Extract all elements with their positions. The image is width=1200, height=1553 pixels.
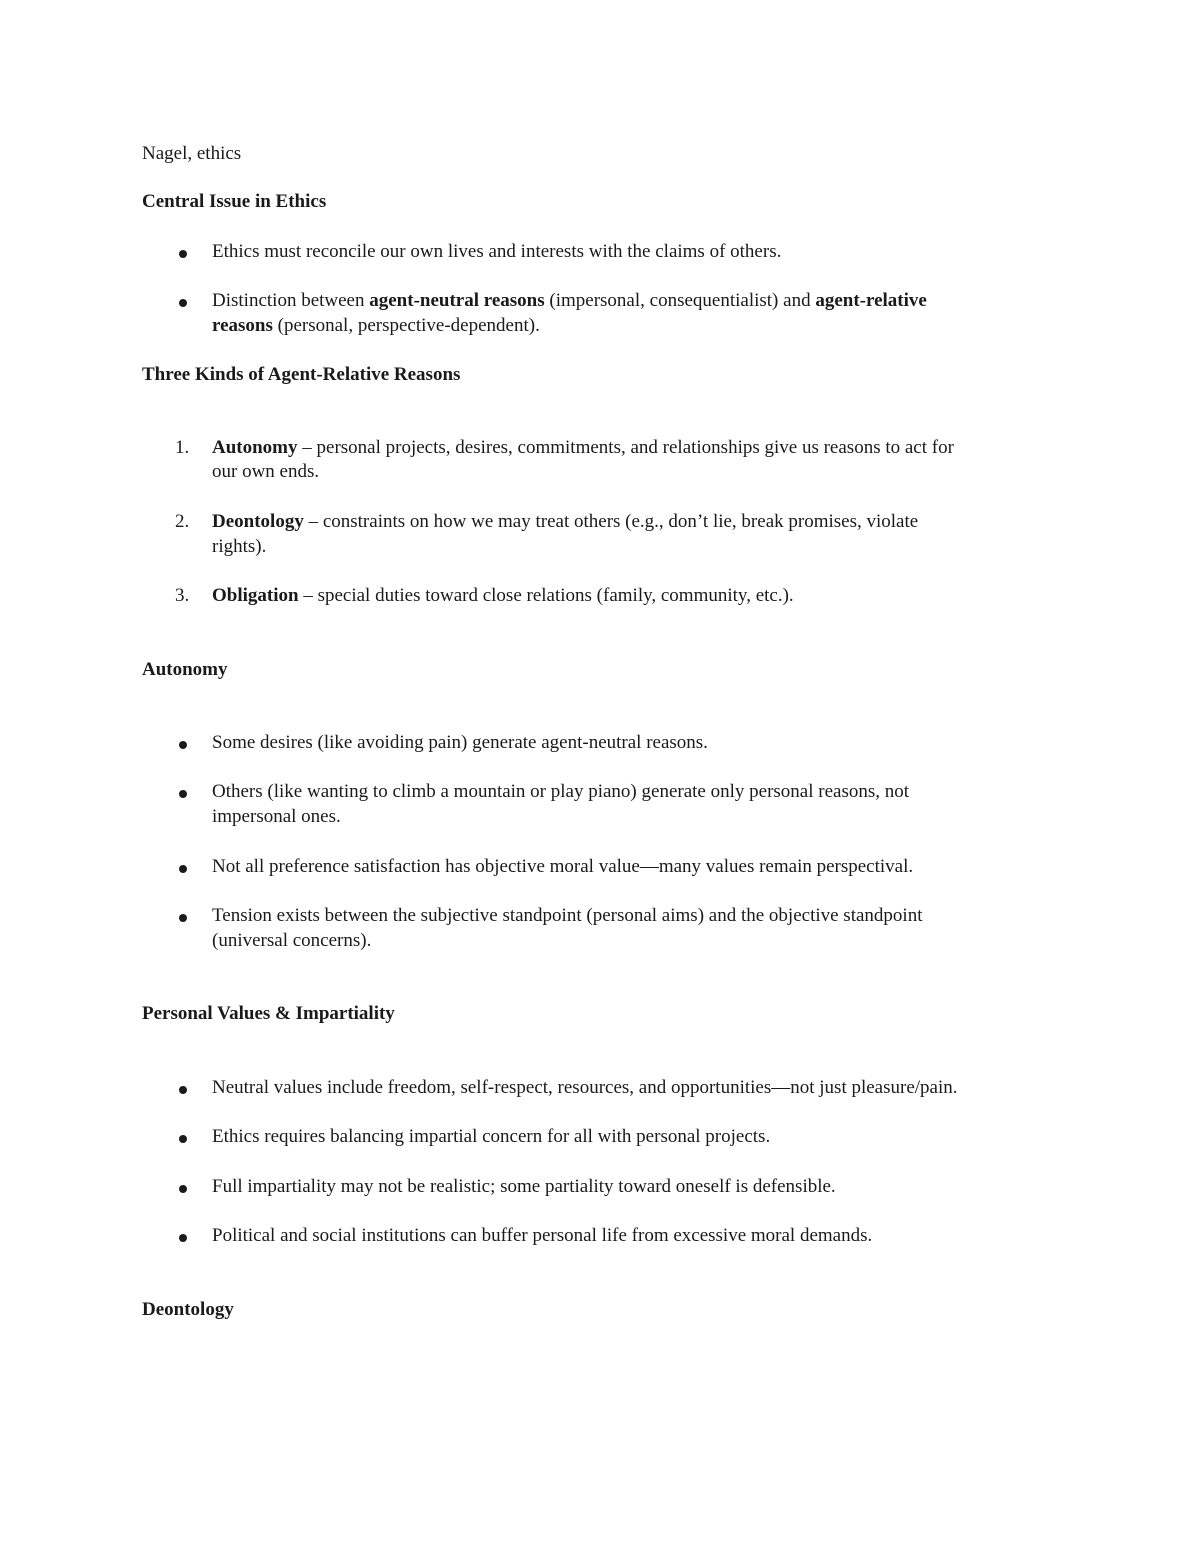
heading-personal-values: Personal Values & Impartiality (142, 1003, 395, 1024)
bold-term: agent-neutral reasons (369, 290, 545, 311)
bullet-dot-icon (179, 790, 187, 798)
kind-item-3 (212, 584, 1072, 608)
bullet-dot-icon (179, 1086, 187, 1094)
text-run: (personal, perspective-dependent). (272, 315, 540, 336)
autonomy-bullet-2: Others (like wanting to climb a mountain or play piano) generate only personal reasons, not (212, 781, 910, 802)
central-bullet-2 (212, 289, 1072, 313)
heading-autonomy: Autonomy (142, 659, 228, 680)
bullet-dot-icon (179, 1135, 187, 1143)
autonomy-bullet-1: Some desires (like avoiding pain) generate agent-neutral reasons. (212, 732, 708, 753)
autonomy-bullet-4-line-2: (universal concerns). (212, 930, 372, 951)
document-title: Nagel, ethics (142, 143, 242, 164)
text-run: – special duties toward close relations (family, community, etc.). (298, 585, 794, 606)
kind-item-1-line-2: our own ends. (212, 461, 320, 482)
list-number: 2. (175, 511, 190, 532)
heading-three-kinds: Three Kinds of Agent-Relative Reasons (142, 364, 461, 385)
central-bullet-2-line-2 (212, 314, 1072, 338)
bullet-dot-icon (179, 865, 187, 873)
text-run: Distinction between (212, 290, 370, 311)
heading-deontology: Deontology (142, 1299, 234, 1320)
central-bullet-1: Ethics must reconcile our own lives and interests with the claims of others. (212, 241, 782, 262)
kind-item-2 (212, 510, 1072, 534)
kind-item-2-line-2: rights). (212, 536, 267, 557)
autonomy-bullet-3: Not all preference satisfaction has objective moral value—many values remain perspectival. (212, 856, 914, 877)
list-number: 3. (175, 585, 190, 606)
text-run: – constraints on how we may treat others (e.g., don’t lie, break promises, violate (303, 511, 919, 532)
bullet-dot-icon (179, 914, 187, 922)
values-bullet-4: Political and social institutions can buffer personal life from excessive moral demands. (212, 1225, 873, 1246)
bold-term: Deontology (212, 511, 304, 532)
bullet-dot-icon (179, 1234, 187, 1242)
bullet-dot-icon (179, 250, 187, 258)
bullet-dot-icon (179, 299, 187, 307)
bold-term: agent-relative (815, 290, 927, 311)
bold-term: Autonomy (212, 437, 298, 458)
list-number: 1. (175, 437, 190, 458)
values-bullet-3: Full impartiality may not be realistic; some partiality toward oneself is defensible. (212, 1176, 836, 1197)
autonomy-bullet-4: Tension exists between the subjective standpoint (personal aims) and the objective standpoint (212, 905, 923, 926)
text-run: – personal projects, desires, commitments, and relationships give us reasons to act for (297, 437, 954, 458)
autonomy-bullet-2-line-2: impersonal ones. (212, 806, 341, 827)
kind-item-1 (212, 436, 1072, 460)
values-bullet-2: Ethics requires balancing impartial concern for all with personal projects. (212, 1126, 771, 1147)
bullet-dot-icon (179, 741, 187, 749)
bold-term: reasons (212, 315, 273, 336)
bullet-dot-icon (179, 1185, 187, 1193)
heading-central-issue: Central Issue in Ethics (142, 191, 327, 212)
bold-term: Obligation (212, 585, 299, 606)
text-run: (impersonal, consequentialist) and (544, 290, 816, 311)
values-bullet-1: Neutral values include freedom, self-respect, resources, and opportunities—not just pleasure/pain. (212, 1077, 958, 1098)
